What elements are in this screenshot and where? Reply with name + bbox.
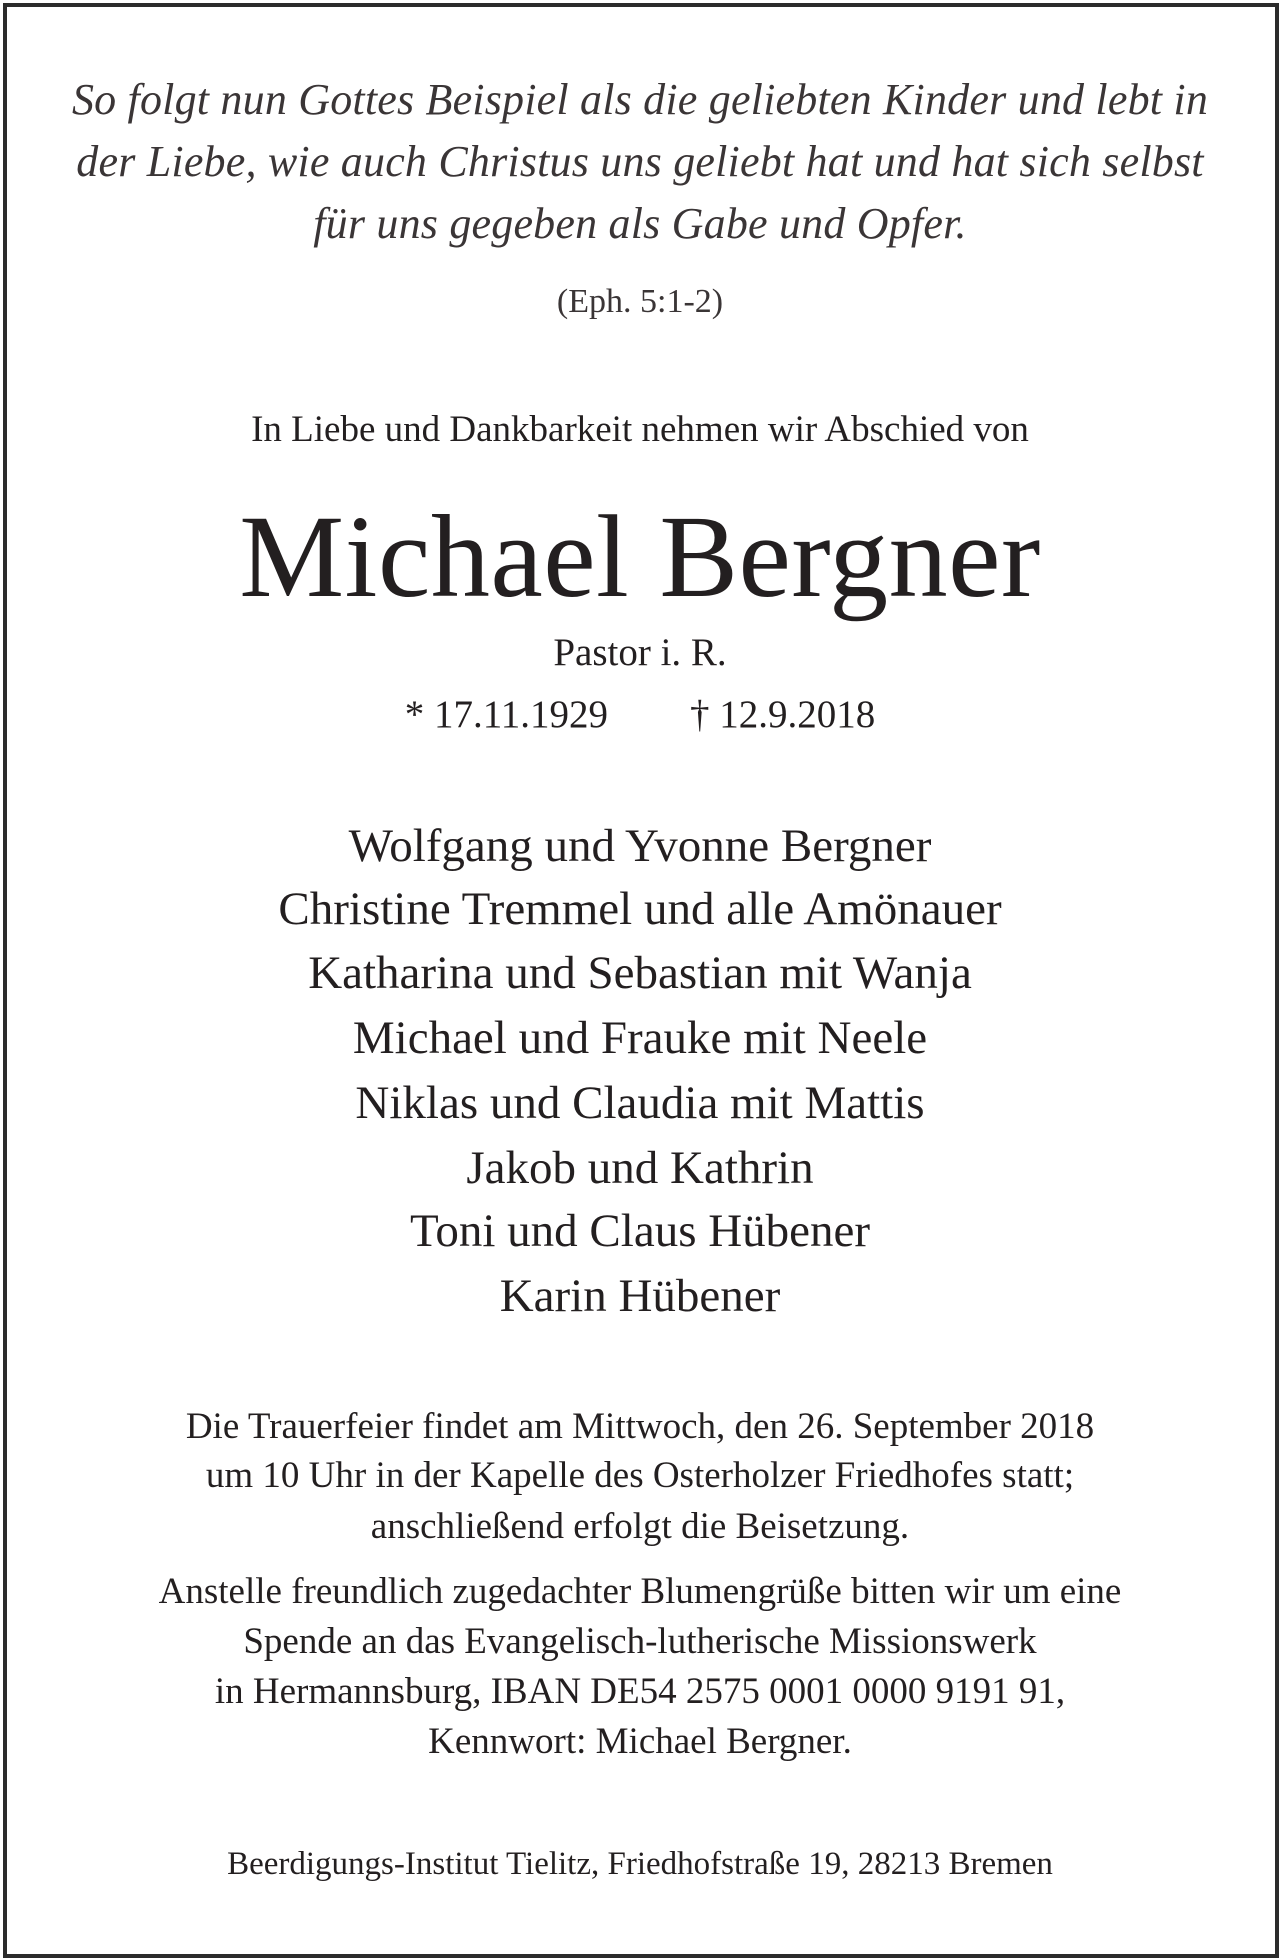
mourner-line: Toni und Claus Hübener bbox=[409, 1205, 871, 1257]
quote-line-3: für uns gegeben als Gabe und Opfer. bbox=[313, 199, 967, 248]
deceased-title: Pastor i. R. bbox=[553, 631, 727, 674]
mourner-line: Jakob und Kathrin bbox=[466, 1142, 814, 1194]
quote-line-1: So folgt nun Gottes Beispiel als die geliebten Kinder und lebt in bbox=[71, 75, 1209, 124]
quote-line-2: der Liebe, wie auch Christus uns geliebt hat und hat sich selbst bbox=[76, 137, 1204, 186]
mourner-line: Katharina und Sebastian mit Wanja bbox=[308, 947, 972, 999]
donation-line-2: Spende an das Evangelisch-lutherische Missionswerk bbox=[243, 1621, 1037, 1662]
donation-line-4: Kennwort: Michael Bergner. bbox=[428, 1721, 852, 1762]
service-line-3: anschließend erfolgt die Beisetzung. bbox=[370, 1506, 910, 1547]
life-dates bbox=[0, 695, 1280, 734]
funeral-home-footer: Beerdigungs-Institut Tielitz, Friedhofstraße 19, 28213 Bremen bbox=[227, 1846, 1053, 1882]
mourner-line: Karin Hübener bbox=[499, 1270, 781, 1322]
mourner-line: Christine Tremmel und alle Amönauer bbox=[278, 883, 1002, 935]
donation-line-3: in Hermannsburg, IBAN DE54 2575 0001 0000 9191 91, bbox=[214, 1671, 1066, 1712]
mourner-line: Wolfgang und Yvonne Bergner bbox=[348, 820, 932, 872]
birth-date: * 17.11.1929 bbox=[404, 693, 609, 736]
quote-reference: (Eph. 5:1-2) bbox=[556, 283, 724, 320]
mourner-line: Niklas und Claudia mit Mattis bbox=[355, 1077, 925, 1129]
intro-text: In Liebe und Dankbarkeit nehmen wir Abschied von bbox=[251, 409, 1029, 450]
donation-line-1: Anstelle freundlich zugedachter Blumengrüße bitten wir um eine bbox=[158, 1571, 1122, 1612]
deceased-name: Michael Bergner bbox=[239, 491, 1041, 622]
mourner-line: Michael und Frauke mit Neele bbox=[352, 1012, 928, 1064]
service-line-2: um 10 Uhr in der Kapelle des Osterholzer Friedhofes statt; bbox=[205, 1455, 1075, 1496]
death-date: † 12.9.2018 bbox=[690, 693, 876, 736]
service-line-1: Die Trauerfeier findet am Mittwoch, den 26. September 2018 bbox=[185, 1406, 1095, 1447]
